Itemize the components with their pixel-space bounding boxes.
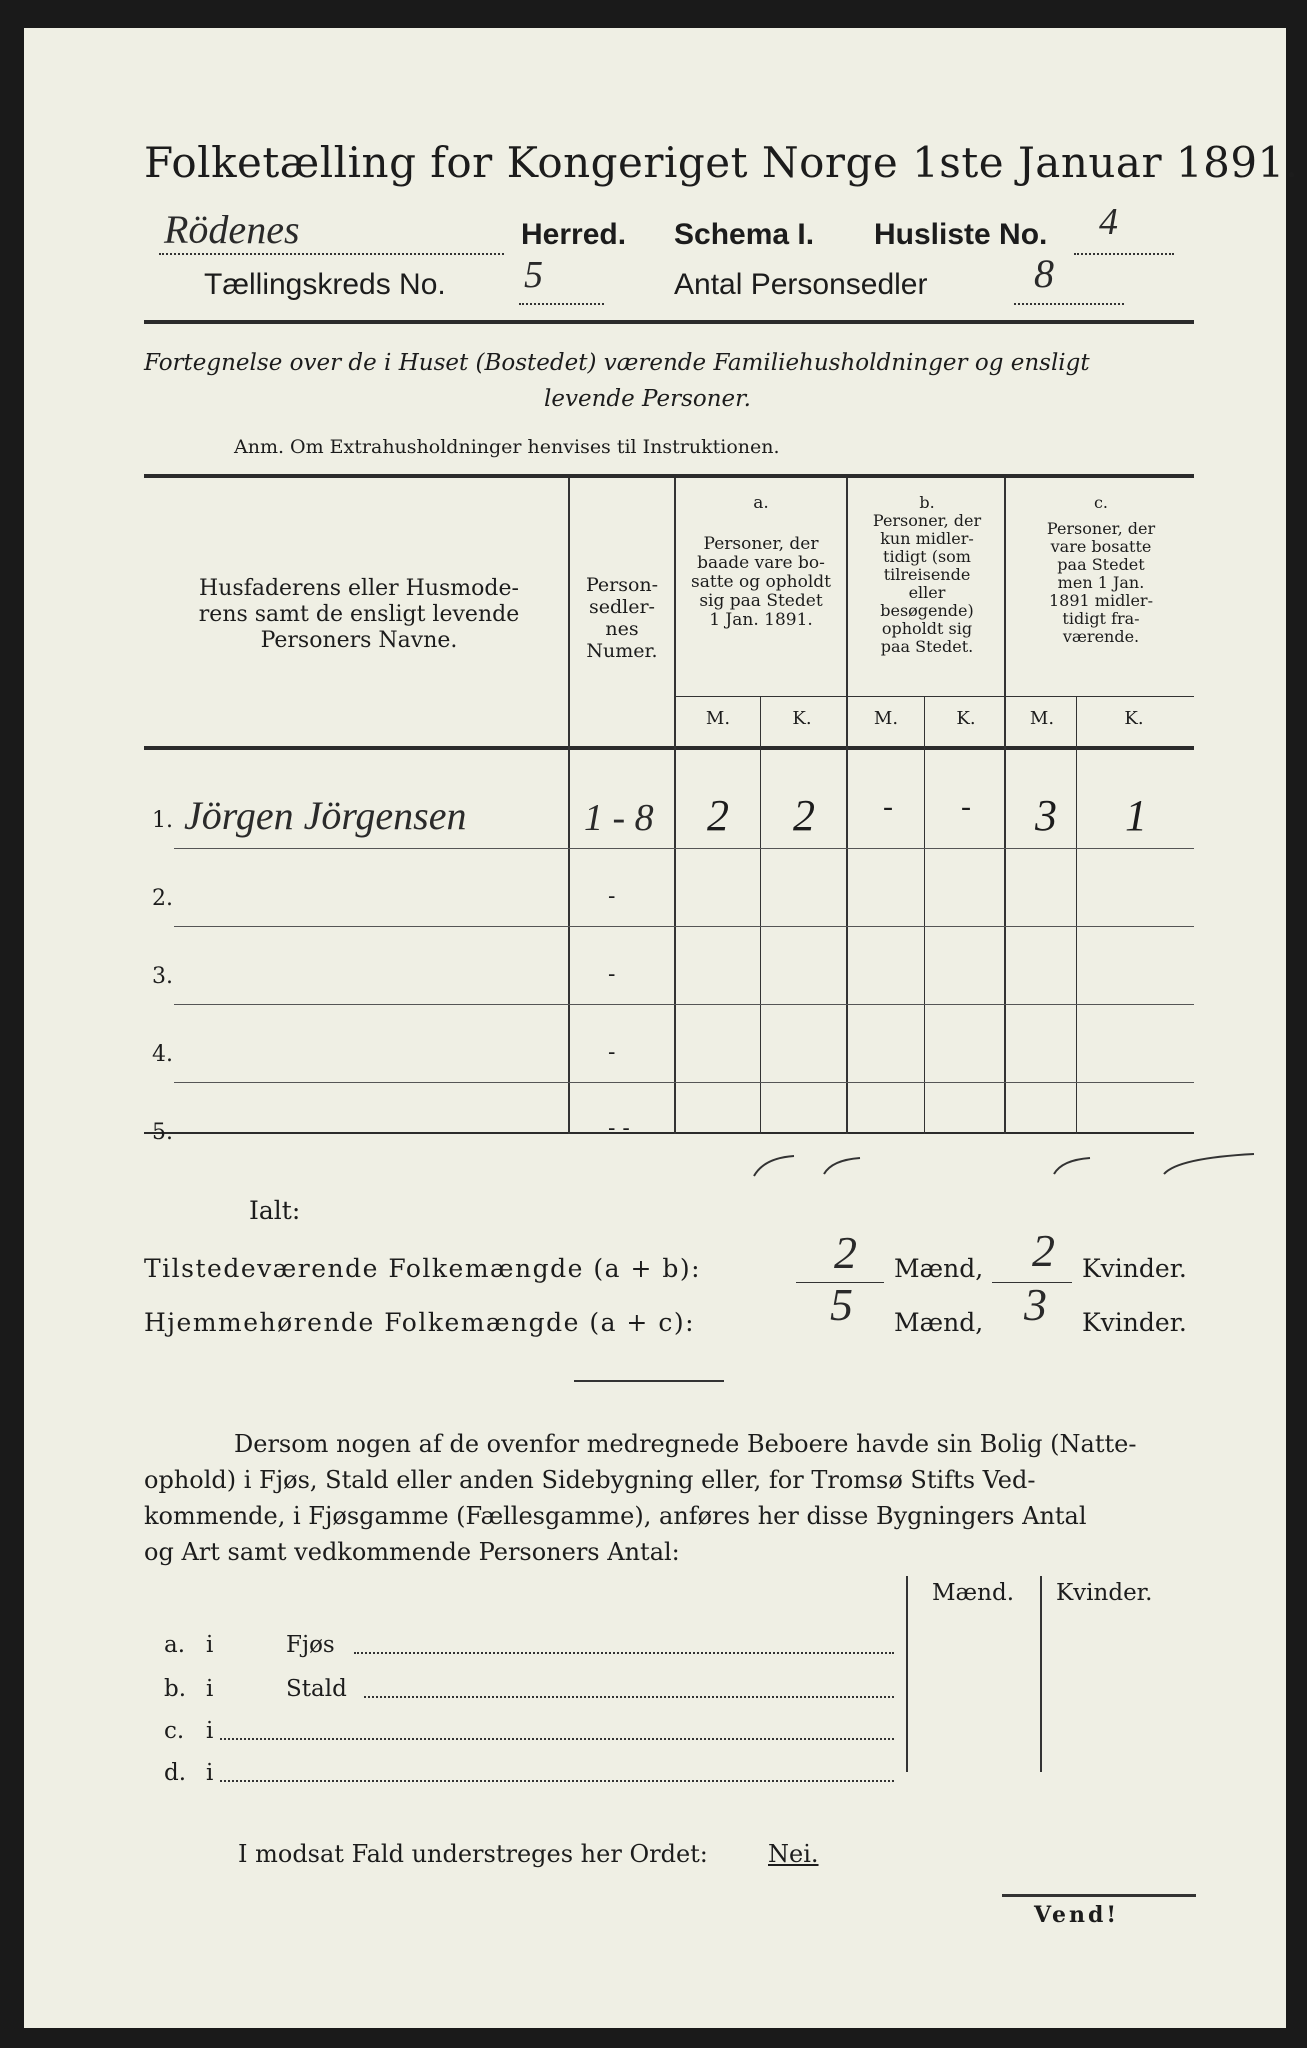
row-3-sedler: - <box>608 962 616 987</box>
handwritten-check-marks <box>724 1148 1284 1188</box>
row-1-c-m: 3 <box>1035 791 1057 840</box>
present-men-value: 2 <box>834 1227 857 1278</box>
form-title: Folketælling for Kongeriget Norge 1ste Januar 1891. <box>144 138 1299 187</box>
present-women-label: Kvinder. <box>1082 1254 1187 1283</box>
row-2-sedler: - <box>608 884 616 909</box>
footer-item-b-dots <box>364 1696 894 1698</box>
col-divider-num <box>674 478 676 1134</box>
row-1-a-k: 2 <box>793 791 815 840</box>
footer-item-a-letter: a. <box>164 1632 186 1658</box>
footer-col-divider-2 <box>1040 1576 1042 1772</box>
footer-item-c-dots <box>220 1738 894 1740</box>
municipality-handwritten: Rödenes <box>164 207 300 252</box>
footer-para-line-2: ophold) i Fjøs, Stald eller anden Sidebygning eller, for Tromsø Stifts Ved- <box>144 1466 1036 1494</box>
row-3-line <box>174 1004 1194 1005</box>
col-header-b: b. Personer, der kun midler- tidigt (som tilreisende eller besøgende) opholdt sig paa Stedet. <box>872 493 982 656</box>
row-5-sedler: - - <box>608 1116 630 1141</box>
present-men-label: Mænd, <box>894 1254 984 1283</box>
col-divider-a <box>846 478 848 1134</box>
husliste-label: Husliste No. <box>874 218 1048 251</box>
home-men-label: Mænd, <box>894 1308 984 1337</box>
footer-item-d-dots <box>220 1780 894 1782</box>
table-bottom-rule <box>144 1132 1194 1134</box>
table-header-bottom-rule <box>144 746 1194 750</box>
kreds-dotted-line <box>519 303 604 305</box>
footer-para-line-1: Dersom nogen af de ovenfor medregnede Beboere havde sin Bolig (Natte- <box>234 1430 1137 1458</box>
home-women-value: 3 <box>1024 1279 1047 1330</box>
col-divider-b-mk <box>924 696 925 1134</box>
row-1-b-m: - <box>883 790 893 823</box>
present-label: Tilstedeværende Folkemængde (a + b): <box>144 1254 702 1283</box>
row-1-c-k: 1 <box>1125 791 1147 840</box>
col-divider-b <box>1004 478 1006 1134</box>
intro-line-1: Fortegnelse over de i Huset (Bostedet) værende Familiehusholdninger og ensligt <box>144 350 1090 376</box>
row-1-b-k: - <box>961 790 971 823</box>
separator-short-rule <box>574 1380 724 1382</box>
footer-col-kvinder: Kvinder. <box>1056 1580 1153 1606</box>
footer-item-c-prep: i <box>206 1718 214 1744</box>
home-women-label: Kvinder. <box>1082 1308 1187 1337</box>
row-2-number: 2. <box>152 886 173 911</box>
sex-k-c: K. <box>1124 708 1144 729</box>
schema-label: Schema I. <box>674 218 815 251</box>
vend-rule <box>1002 1894 1196 1897</box>
ialt-label: Ialt: <box>249 1196 301 1225</box>
husliste-dotted-line <box>1074 253 1174 255</box>
present-women-value: 2 <box>1032 1225 1055 1276</box>
row-1-number: 1. <box>152 808 173 833</box>
footer-item-c-letter: c. <box>164 1718 185 1744</box>
row-3-number: 3. <box>152 964 173 989</box>
sex-divider-line <box>674 696 1194 697</box>
col-header-name: Husfaderens eller Husmode- rens samt de ensligt levende Personers Navne. <box>198 576 520 653</box>
footer-item-b-label: Stald <box>286 1676 347 1702</box>
footer-item-a-prep: i <box>206 1632 214 1658</box>
header-double-rule <box>144 320 1194 324</box>
personsedler-value: 8 <box>1034 251 1054 296</box>
home-men-value: 5 <box>830 1279 853 1330</box>
row-4-number: 4. <box>152 1042 173 1067</box>
kreds-value: 5 <box>524 254 543 296</box>
home-label: Hjemmehørende Folkemængde (a + c): <box>144 1308 695 1337</box>
sex-m-a: M. <box>705 708 731 729</box>
row-4-sedler: - <box>608 1040 616 1065</box>
col-header-a: a. Personer, der baade vare bo- satte og opholdt sig paa Stedet 1 Jan. 1891. <box>691 493 831 630</box>
municipality-dotted-line <box>159 253 504 255</box>
footer-para-line-4: og Art samt vedkommende Personers Antal: <box>144 1538 680 1566</box>
col-header-number: Person- sedler- nes Numer. <box>585 574 659 662</box>
footer-item-a-label: Fjøs <box>286 1632 335 1658</box>
col-divider-a-mk <box>760 696 761 1134</box>
vend-label: Vend! <box>1034 1902 1120 1928</box>
col-divider-name <box>568 478 570 1134</box>
row-1-line <box>174 848 1194 849</box>
personsedler-dotted-line <box>1014 303 1124 305</box>
footer-item-d-prep: i <box>206 1760 214 1786</box>
sex-k-b: K. <box>956 708 976 729</box>
row-1-sedler: 1 - 8 <box>584 797 654 839</box>
census-form-sheet <box>24 28 1299 2028</box>
footer-col-maend: Mænd. <box>932 1580 1015 1606</box>
footer-item-d-letter: d. <box>164 1760 187 1786</box>
row-4-line <box>174 1082 1194 1083</box>
col-header-c: c. Personer, der vare bosatte paa Stedet men 1 Jan. 1891 midler- tidigt fra- værende. <box>1046 493 1156 646</box>
table-top-rule <box>144 474 1194 478</box>
row-5-number: 5. <box>152 1120 173 1145</box>
sex-k-a: K. <box>792 708 812 729</box>
herred-label: Herred. <box>521 218 627 251</box>
footer-item-b-prep: i <box>206 1676 214 1702</box>
nei-word: Nei. <box>768 1840 819 1868</box>
footer-col-divider-1 <box>906 1576 908 1772</box>
kreds-label: Tællingskreds No. <box>204 268 446 301</box>
personsedler-label: Antal Personsedler <box>674 268 928 301</box>
col-divider-c-mk <box>1076 696 1077 1134</box>
sex-m-c: M. <box>1029 708 1055 729</box>
anm-note: Anm. Om Extrahusholdninger henvises til Instruktionen. <box>234 436 780 458</box>
intro-line-2: levende Personer. <box>544 386 751 412</box>
husliste-value: 4 <box>1099 201 1118 243</box>
row-1-a-m: 2 <box>707 791 729 840</box>
row-1-name: Jörgen Jörgensen <box>184 793 467 838</box>
footer-para-line-3: kommende, i Fjøsgamme (Fællesgamme), anføres her disse Bygningers Antal <box>144 1502 1087 1530</box>
row-2-line <box>174 926 1194 927</box>
sex-m-b: M. <box>873 708 899 729</box>
footer-item-a-dots <box>354 1652 894 1654</box>
footer-item-b-letter: b. <box>164 1676 187 1702</box>
nei-prefix: I modsat Fald understreges her Ordet: <box>238 1840 708 1868</box>
